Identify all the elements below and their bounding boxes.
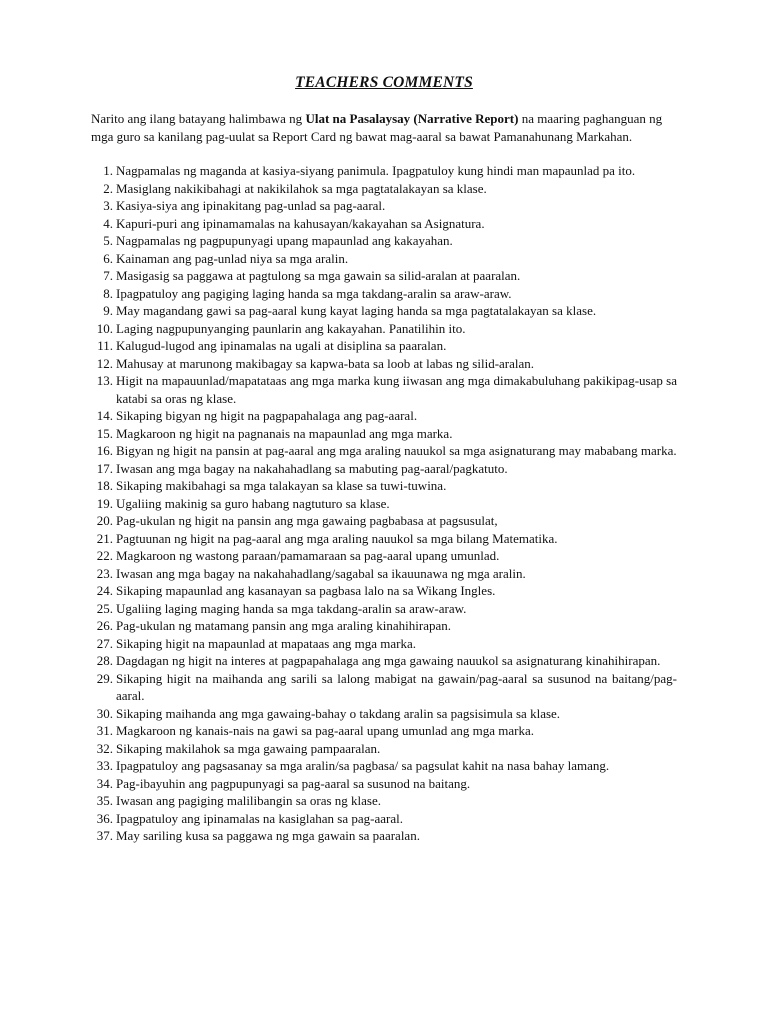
comment-text: Iwasan ang pagiging malilibangin sa oras ng klase.: [116, 793, 381, 809]
comment-item: [103, 285, 677, 303]
comment-item: [96, 740, 677, 758]
comment-number: 26.: [96, 618, 113, 634]
comment-item: [96, 600, 677, 618]
comment-item: [96, 547, 677, 565]
comment-text: Sikaping bigyan ng higit na pagpapahalaga ang pag-aaral.: [116, 408, 418, 424]
comment-item: [103, 232, 677, 250]
comment-text: Nagpamalas ng pagpupunyagi upang mapaunlad ang kakayahan.: [116, 233, 453, 249]
comment-number: 2.: [103, 180, 113, 196]
comment-item: [96, 617, 677, 635]
comment-item: [103, 302, 677, 320]
comments-list: [91, 162, 677, 845]
comment-text: Magkaroon ng kanais-nais na gawi sa pag-aaral upang umunlad ang mga marka.: [116, 723, 535, 739]
comment-text: Pagtuunan ng higit na pag-aaral ang mga araling nauukol sa mga bilang Matematika.: [116, 530, 558, 546]
comment-number: 16.: [96, 443, 113, 459]
intro-paragraph: [91, 110, 677, 145]
comment-number: 8.: [103, 285, 113, 301]
comment-text: Iwasan ang mga bagay na nakahahadlang sa mabuting pag-aaral/pagkatuto.: [116, 460, 508, 476]
comment-text: Pag-ibayuhin ang pagpupunyagi sa pag-aaral sa susunod na baitang.: [116, 775, 471, 791]
comment-text: Sikaping maihanda ang mga gawaing-bahay o takdang aralin sa pagsisimula sa klase.: [116, 705, 561, 721]
comment-number: 21.: [96, 530, 113, 546]
comment-number: 33.: [96, 758, 113, 774]
comment-item: [96, 670, 677, 705]
comment-number: 12.: [96, 355, 113, 371]
comment-text: Ipagpatuloy ang pagsasanay sa mga aralin/sa pagbasa/ sa pagsulat kahit na nasa bahay lamang.: [116, 758, 610, 774]
comment-item: [96, 705, 677, 723]
comment-text: Kainaman ang pag-unlad niya sa mga aralin.: [116, 250, 349, 266]
comment-number: 35.: [96, 793, 113, 809]
comment-number: 37.: [96, 828, 113, 844]
comment-text: Pag-ukulan ng matamang pansin ang mga araling kinahihirapan.: [116, 618, 452, 634]
comment-item: [96, 810, 677, 828]
comment-text: Laging nagpupunyanging paunlarin ang kakayahan. Panatilihin ito.: [116, 320, 466, 336]
comment-item: [96, 460, 677, 478]
comment-item: [96, 512, 677, 530]
comment-item: [97, 337, 677, 355]
comment-number: 23.: [96, 565, 113, 581]
comment-text: Masigasig sa paggawa at pagtulong sa mga gawain sa silid-aralan at paaralan.: [116, 268, 521, 284]
comment-number: 36.: [96, 810, 113, 826]
comment-text: Magkaroon ng higit na pagnanais na mapaunlad ang mga marka.: [116, 425, 453, 441]
comment-number: 30.: [96, 705, 113, 721]
comment-number: 4.: [103, 215, 113, 231]
intro-bold-text: Ulat na Pasalaysay (Narrative Report): [305, 111, 519, 126]
comment-text: Ipagpatuloy ang ipinamalas na kasiglahan sa pag-aaral.: [116, 810, 403, 826]
comment-item: [96, 635, 677, 653]
comment-number: 11.: [97, 338, 113, 354]
comment-item: [96, 757, 677, 775]
comment-text: Sikaping higit na mapaunlad at mapataas ang mga marka.: [116, 635, 416, 651]
page-title: TEACHERS COMMENTS: [295, 74, 473, 91]
comment-number: 10.: [96, 320, 113, 336]
comment-number: 6.: [103, 250, 113, 266]
comment-number: 3.: [103, 198, 113, 214]
comment-number: 7.: [103, 268, 113, 284]
comment-text: Ipagpatuloy ang pagiging laging handa sa mga takdang-aralin sa araw-araw.: [116, 285, 512, 301]
comment-number: 14.: [96, 408, 113, 424]
comment-item: [96, 775, 677, 793]
comment-text: Sikaping higit na maihanda ang sarili sa lalong mabigat na gawain/pag-aaral sa susunod na baitang/pag-aaral.: [116, 670, 677, 704]
comment-item: [103, 197, 677, 215]
comment-number: 27.: [96, 635, 113, 651]
comment-item: [96, 407, 677, 425]
comment-text: May magandang gawi sa pag-aaral kung kayat laging handa sa mga pagtatalakayan sa klase.: [116, 303, 597, 319]
comment-item: [96, 582, 677, 600]
comment-number: 17.: [96, 460, 113, 476]
comment-text: Kalugud-lugod ang ipinamalas na ugali at disiplina sa paaralan.: [116, 338, 447, 354]
comment-item: [96, 652, 677, 670]
comment-text: Dagdagan ng higit na interes at pagpapahalaga ang mga gawaing nauukol sa asignaturang kinahihirapan.: [116, 653, 661, 669]
comment-item: [96, 827, 677, 845]
comment-text: Nagpamalas ng maganda at kasiya-siyang panimula. Ipagpatuloy kung hindi man mapaunlad pa ito.: [116, 163, 636, 179]
comment-item: [96, 565, 677, 583]
comment-number: 15.: [96, 425, 113, 441]
comment-number: 24.: [96, 583, 113, 599]
comment-item: [103, 180, 677, 198]
comment-item: [96, 477, 677, 495]
comment-item: [96, 320, 677, 338]
comment-item: [96, 442, 677, 460]
comment-number: 34.: [96, 775, 113, 791]
comment-item: [96, 495, 677, 513]
intro-text-after: na maaring paghanguan ng mga guro sa kanilang pag-uulat sa Report Card ng bawat mag-aaral sa bawat Pamanahunang Markahan.: [91, 111, 663, 144]
intro-text-before: Narito ang ilang batayang halimbawa ng: [91, 111, 306, 126]
comment-number: 31.: [96, 723, 113, 739]
comment-item: [96, 792, 677, 810]
comment-number: 18.: [96, 478, 113, 494]
comment-item: [103, 162, 677, 180]
document-page: [91, 72, 677, 845]
comment-item: [96, 355, 677, 373]
comment-number: 1.: [103, 163, 113, 179]
comment-item: [96, 722, 677, 740]
comment-text: Sikaping makilahok sa mga gawaing pampaaralan.: [116, 740, 381, 756]
comment-number: 32.: [96, 740, 113, 756]
comment-text: Magkaroon ng wastong paraan/pamamaraan sa pag-aaral upang umunlad.: [116, 548, 500, 564]
comment-text: Ugaliing laging maging handa sa mga takdang-aralin sa araw-araw.: [116, 600, 467, 616]
comment-text: Pag-ukulan ng higit na pansin ang mga gawaing pagbabasa at pagsusulat,: [116, 513, 498, 529]
comment-number: 19.: [96, 495, 113, 511]
comment-item: [96, 425, 677, 443]
comment-text: Kapuri-puri ang ipinamamalas na kahusayan/kakayahan sa Asignatura.: [116, 215, 485, 231]
comment-item: [96, 530, 677, 548]
comment-number: 9.: [103, 303, 113, 319]
comment-number: 25.: [96, 600, 113, 616]
comment-item: [103, 215, 677, 233]
comment-text: Mahusay at marunong makibagay sa kapwa-bata sa loob at labas ng silid-aralan.: [116, 355, 535, 371]
comment-item: [103, 267, 677, 285]
comment-number: 5.: [103, 233, 113, 249]
comment-number: 13.: [96, 373, 113, 389]
comment-number: 22.: [96, 548, 113, 564]
comment-text: May sariling kusa sa paggawa ng mga gawain sa paaralan.: [116, 828, 420, 844]
comment-item: [96, 372, 677, 407]
comment-text: Sikaping makibahagi sa mga talakayan sa klase sa tuwi-tuwina.: [116, 478, 447, 494]
comment-text: Masiglang nakikibahagi at nakikilahok sa mga pagtatalakayan sa klase.: [116, 180, 487, 196]
comment-text: Sikaping mapaunlad ang kasanayan sa pagbasa lalo na sa Wikang Ingles.: [116, 583, 496, 599]
comment-item: [103, 250, 677, 268]
comment-number: 28.: [96, 653, 113, 669]
comment-number: 29.: [96, 670, 113, 686]
comment-text: Kasiya-siya ang ipinakitang pag-unlad sa pag-aaral.: [116, 198, 386, 214]
comment-number: 20.: [96, 513, 113, 529]
comment-text: Bigyan ng higit na pansin at pag-aaral ang mga araling nauukol sa mga asignaturang may mababang marka.: [116, 443, 677, 459]
comment-text: Iwasan ang mga bagay na nakahahadlang/sagabal sa ikauunawa ng mga aralin.: [116, 565, 526, 581]
comment-text: Higit na mapauunlad/mapatataas ang mga marka kung iiwasan ang mga dimakabuluhang pakikipag-usap sa katabi sa oras ng klase.: [116, 373, 677, 406]
comment-text: Ugaliing makinig sa guro habang nagtuturo sa klase.: [116, 495, 390, 511]
